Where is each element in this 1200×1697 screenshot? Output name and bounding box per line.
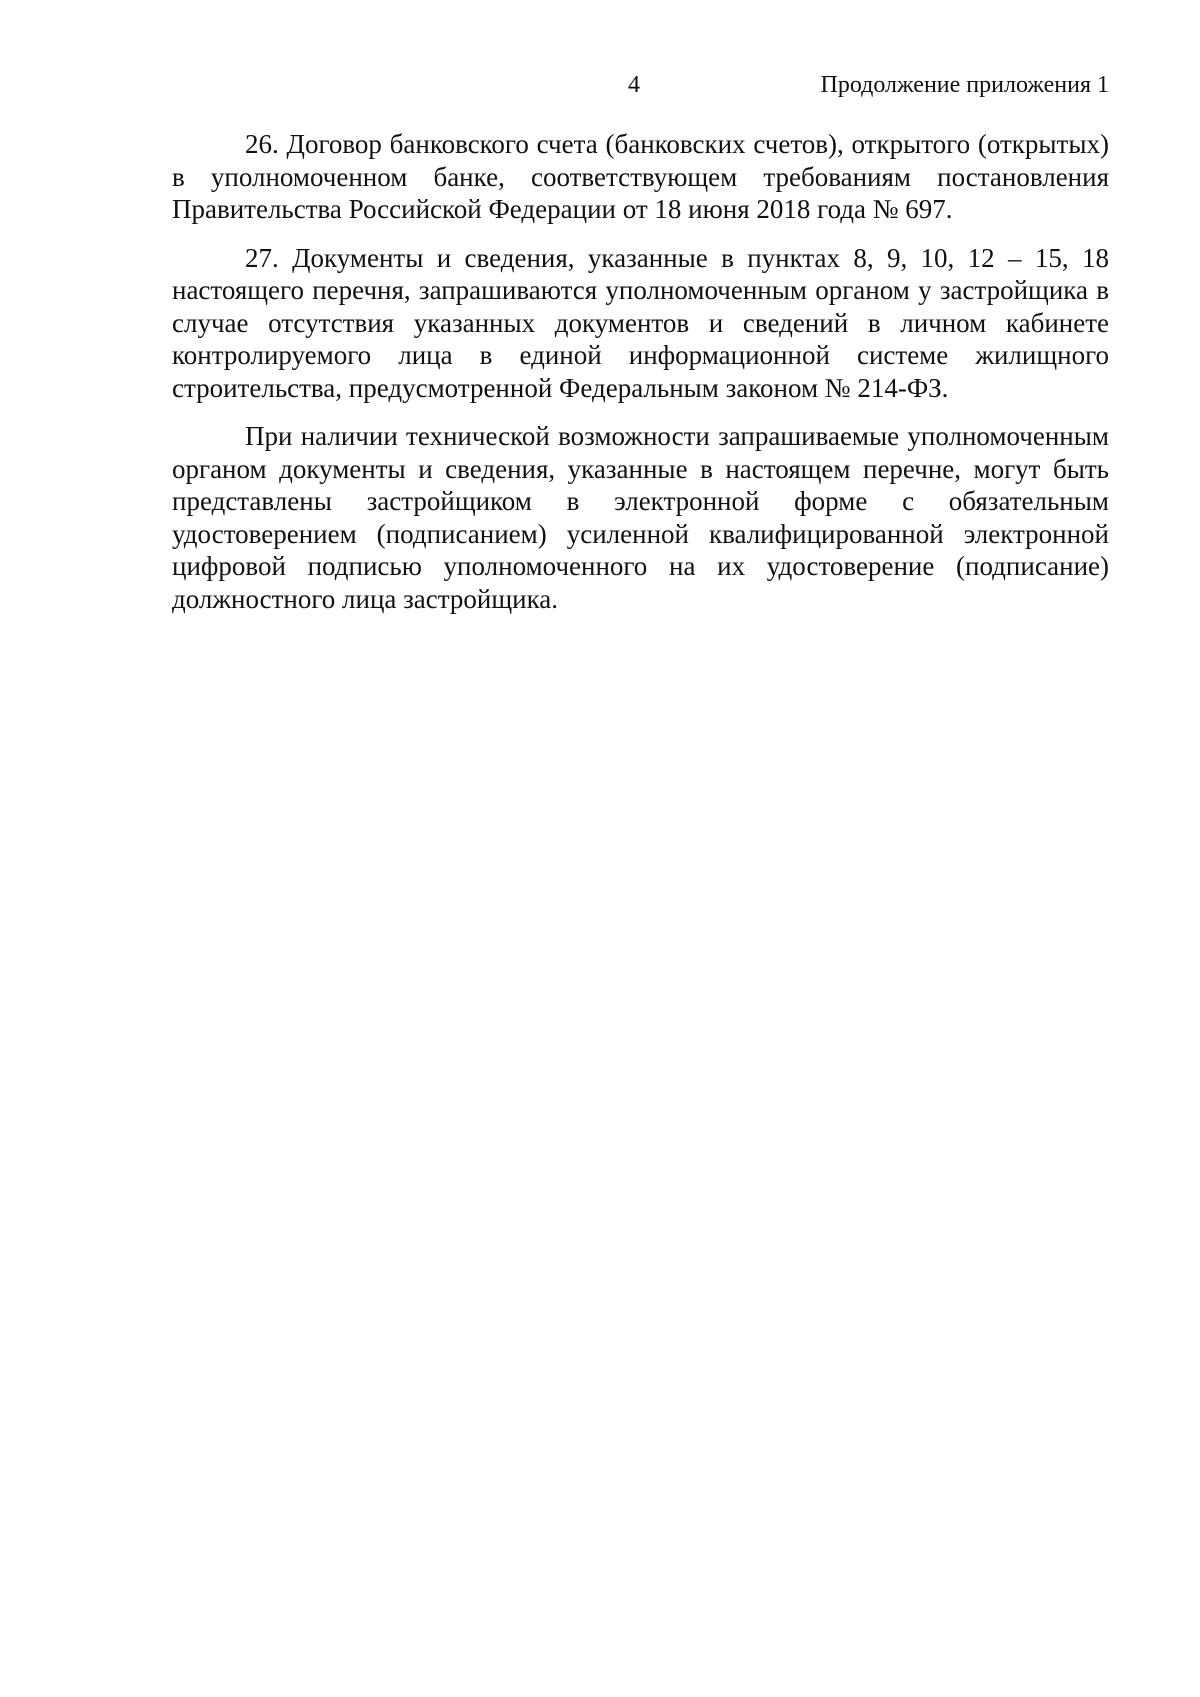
appendix-continuation-label: Продолжение приложения 1	[820, 72, 1109, 98]
document-body	[172, 128, 1109, 631]
paragraph-item-27: 27. Документы и сведения, указанные в пунктах 8, 9, 10, 12 – 15, 18 настоящего перечня, запрашиваются уполномоченным органом у застройщика в случае отсутствия указанных документов и сведений в личном кабинете контролируемого лица в единой информационной системе жилищного строительства, предусмотренной Федеральным законом № 214-ФЗ.	[172, 242, 1109, 403]
paragraph-item-26: 26. Договор банковского счета (банковских счетов), открытого (открытых) в уполномоченном банке, соответствующем требованиям постановления Правительства Российской Федерации от 18 июня 2018 года № 697.	[172, 129, 1109, 224]
paragraph-electronic-submission: При наличии технической возможности запрашиваемые уполномоченным органом документы и сведения, указанные в настоящем перечне, могут быть представлены застройщиком в электронной форме с обязательным удостоверением (подписанием) усиленной квалифицированной электронной цифровой подписью уполномоченного на их удостоверение (подписание) должностного лица застройщика.	[172, 421, 1109, 614]
page-number: 4	[628, 72, 640, 98]
